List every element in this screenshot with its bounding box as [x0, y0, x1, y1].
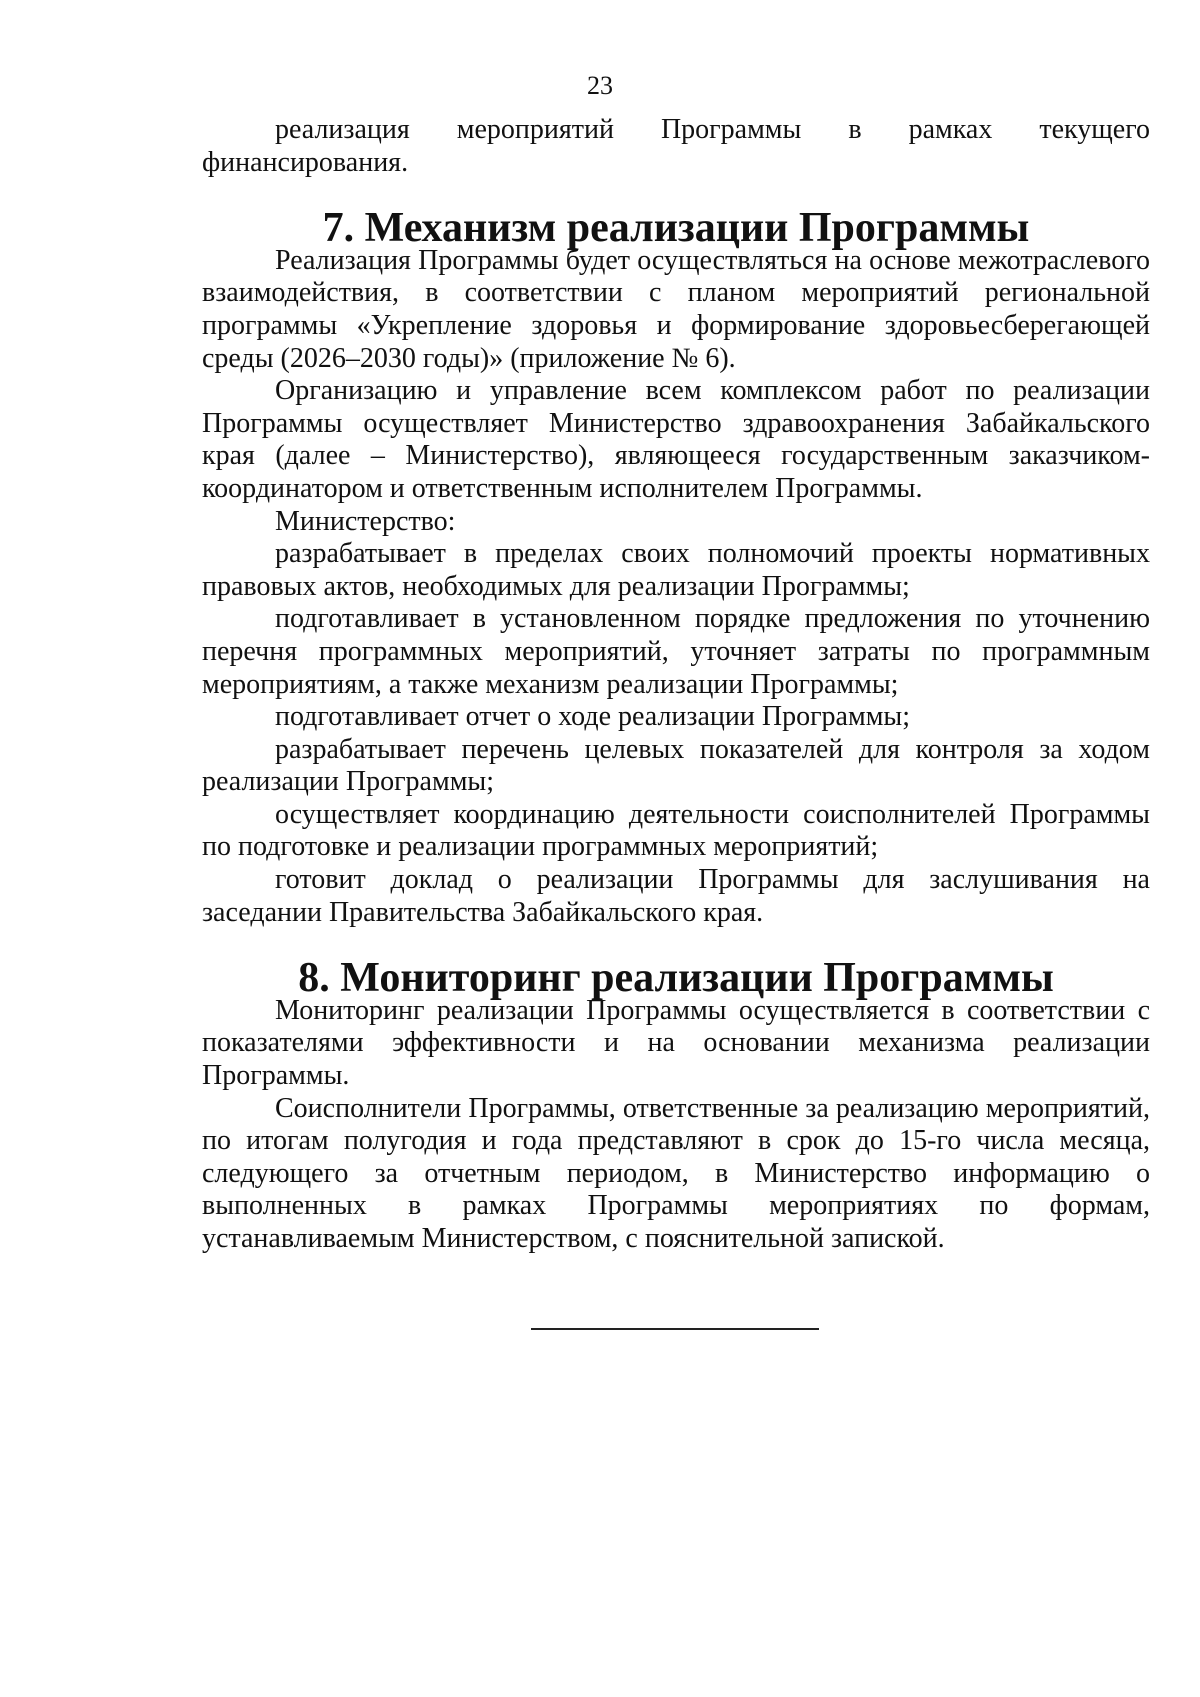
section-7-paragraph: Реализация Программы будет осуществляться на основе межотраслевого взаимодействия, в соответствии с планом мероприятий региональной программы «Укрепление здоровья и формирование здоровьесберегающей среды (2026–2030 годы)» (приложение № 6). [202, 244, 1150, 374]
section-8-heading: 8. Мониторинг реализации Программы [298, 955, 1054, 1002]
section-7-paragraph: Организацию и управление всем комплексом работ по реализации Программы осуществляет Министерство здравоохранения Забайкальского края (далее – Министерство), являющееся государственным заказчиком-координатором и ответственным исполнителем Программы. [202, 375, 1150, 504]
section-7-heading: 7. Механизм реализации Программы [322, 205, 1030, 252]
section-7-list-item: разрабатывает перечень целевых показателей для контроля за ходом реализации Программы; [202, 733, 1150, 798]
section-7-paragraph: Министерство: [275, 505, 456, 537]
section-7-list-item: разрабатывает в пределах своих полномочий проекты нормативных правовых актов, необходимых для реализации Программы; [202, 538, 1150, 602]
page-number: 23 [587, 71, 613, 100]
section-7-list-item: подготавливает отчет о ходе реализации Программы; [275, 701, 911, 733]
continued-paragraph: реализация мероприятий Программы в рамках текущего финансирования. [202, 114, 1150, 178]
document-body [202, 114, 1150, 1256]
section-8-paragraph: Мониторинг реализации Программы осуществляется в соответствии с показателями эффективности и на основании механизма реализации Программы. [202, 994, 1150, 1092]
section-7-list-item: подготавливает в установленном порядке предложения по уточнению перечня программных мероприятий, уточняет затраты по программным мероприятиям, а также механизм реализации Программы; [202, 603, 1150, 700]
end-of-document-rule [531, 1328, 819, 1330]
section-8-paragraph: Соисполнители Программы, ответственные за реализацию мероприятий, по итогам полугодия и года представляют в срок до 15-го числа месяца, следующего за отчетным периодом, в Министерство информацию о выполненных в рамках Программы мероприятиях по формам, устанавливаемым Министерством, с пояснительной запиской. [202, 1092, 1150, 1254]
section-7-list-item: готовит доклад о реализации Программы для заслушивания на заседании Правительства Забайкальского края. [202, 864, 1150, 928]
section-7-list-item: осуществляет координацию деятельности соисполнителей Программы по подготовке и реализации программных мероприятий; [202, 798, 1150, 863]
